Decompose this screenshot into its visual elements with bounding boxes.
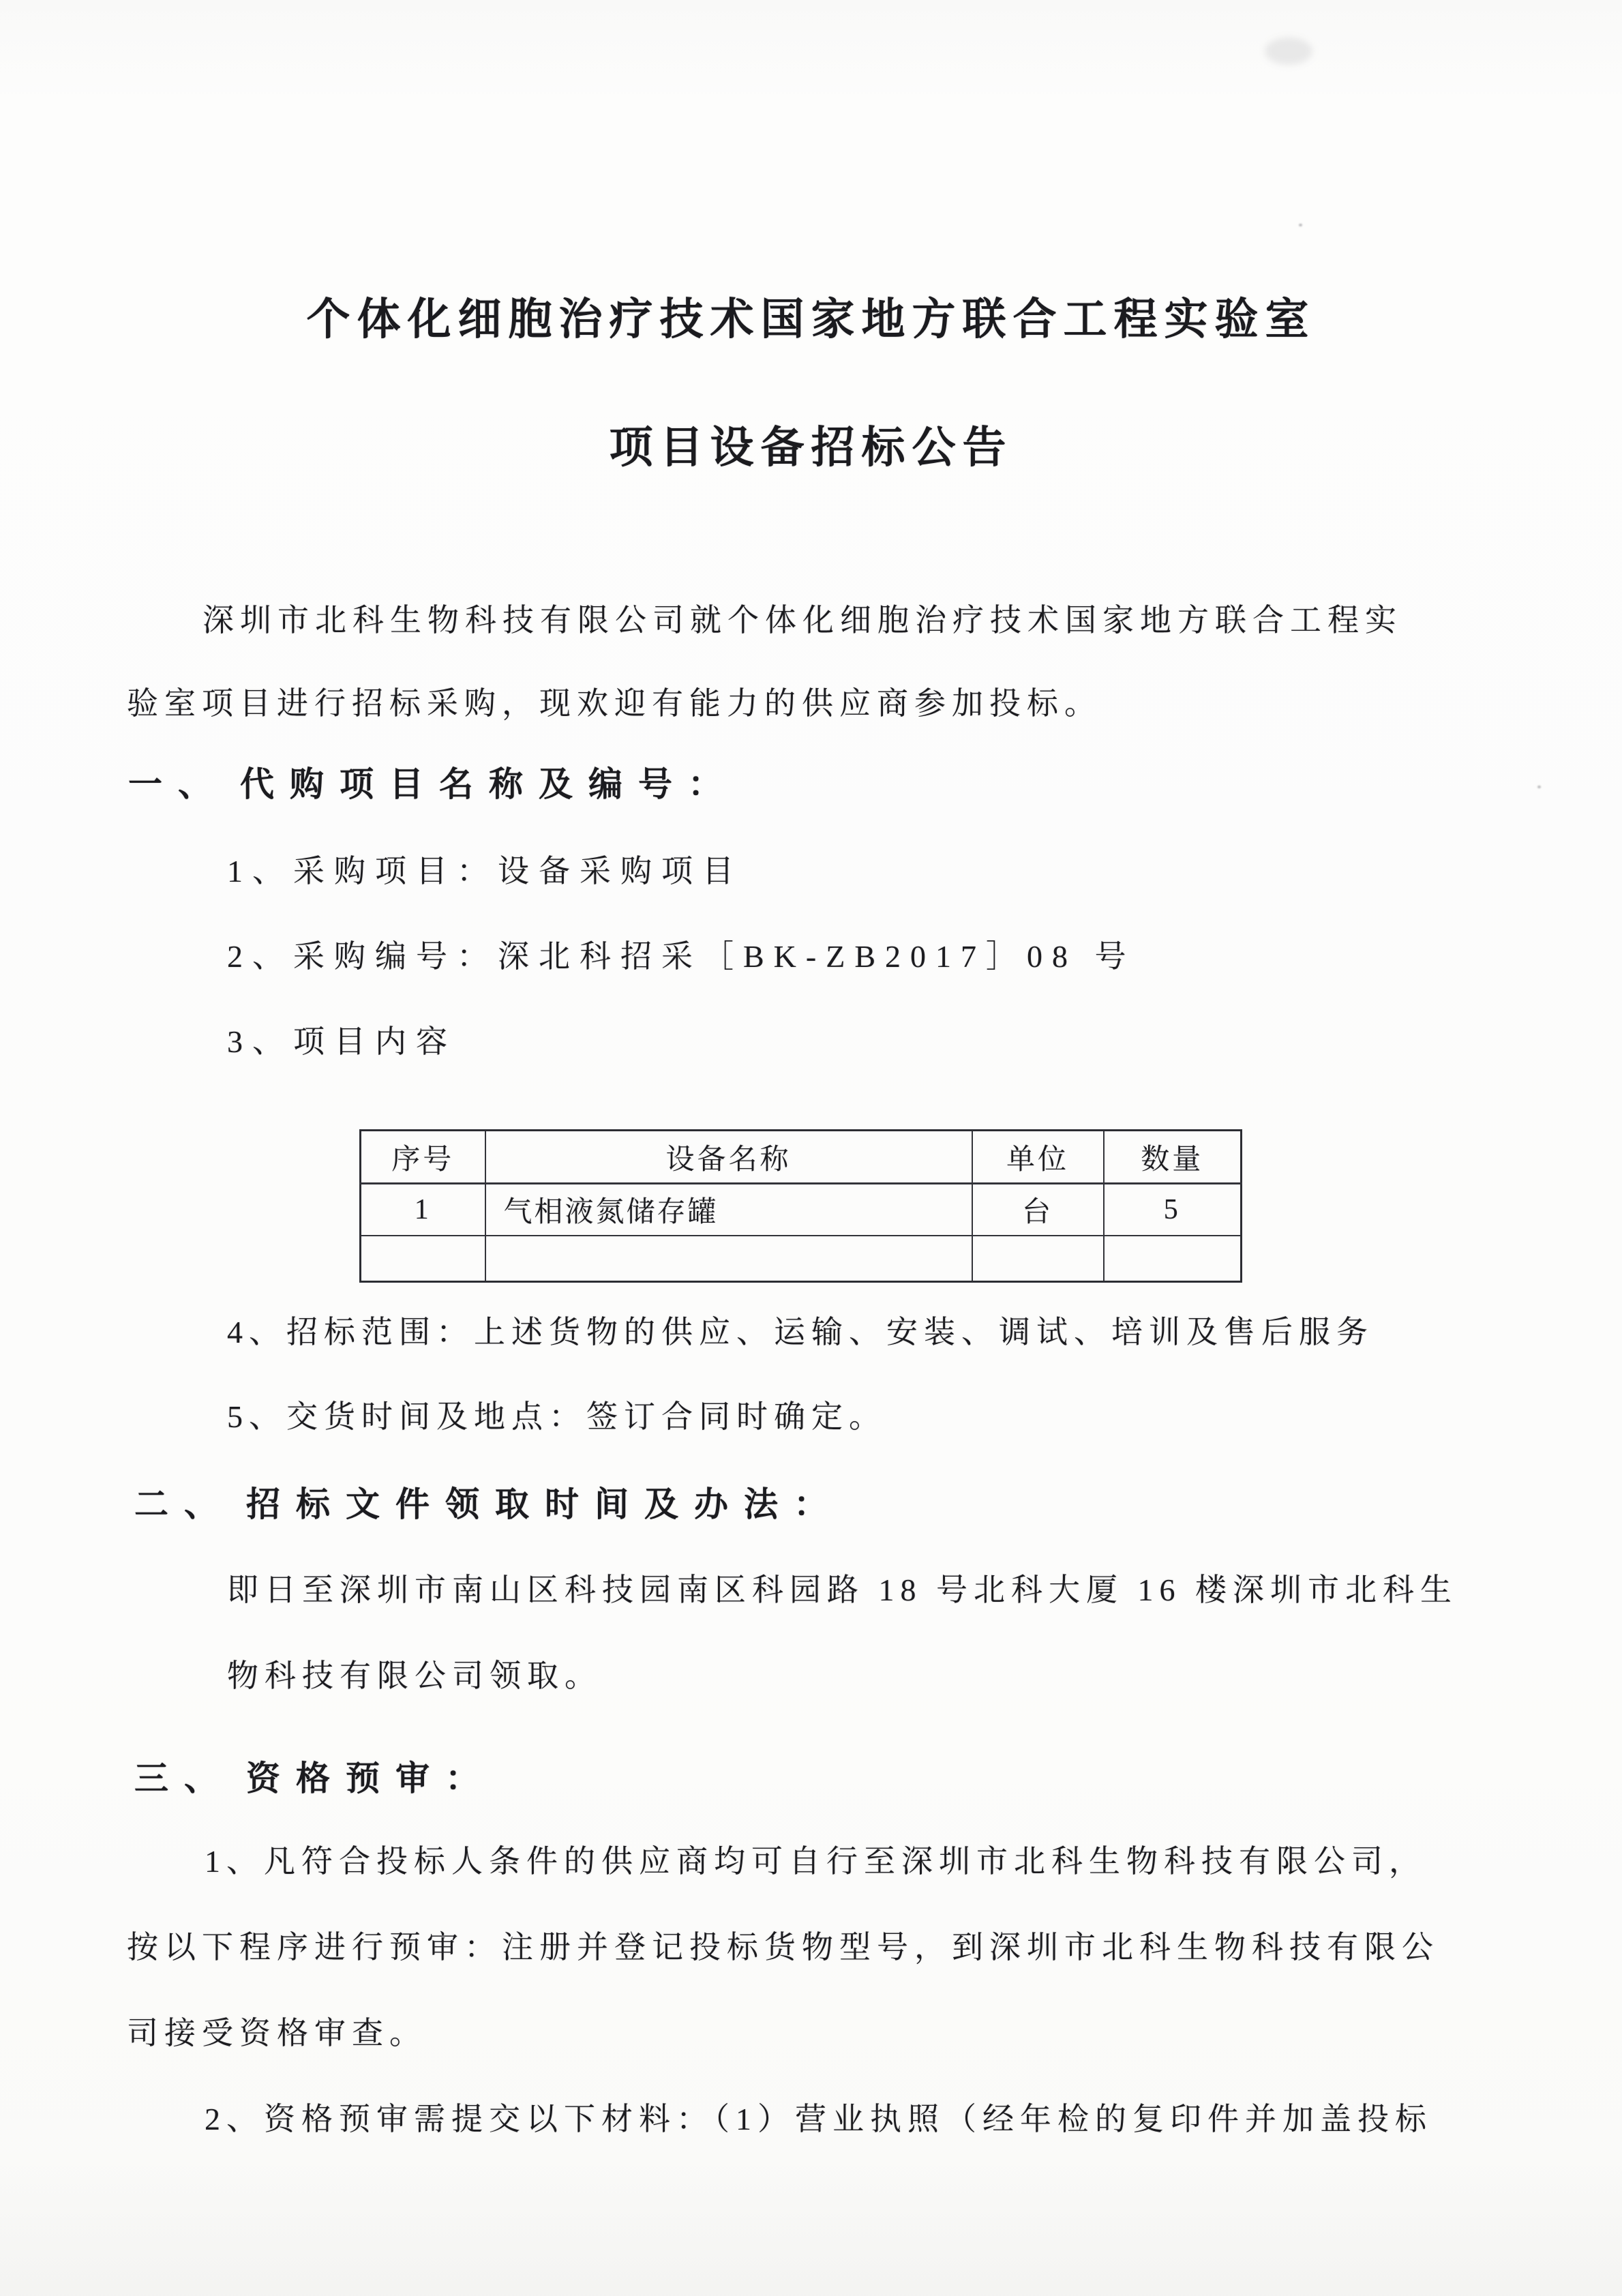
section2-number: 二、 [134,1485,234,1523]
section3-heading [134,1759,495,1799]
scan-speck [1537,786,1541,788]
scan-bottom-shading [0,2146,1622,2296]
cell-quantity: 5 [1104,1184,1242,1236]
section3-title: 资格预审： [246,1759,495,1798]
scan-smudge [1265,38,1312,65]
document-title-line1: 个体化细胞治疗技术国家地方联合工程实验室 [306,295,1316,344]
section1-number: 一、 [128,765,228,803]
intro-paragraph-line2: 验室项目进行招标采购，现欢迎有能力的供应商参加投标。 [127,686,1102,721]
equipment-table [359,1129,1242,1283]
section2-line2: 物科技有限公司领取。 [227,1658,602,1693]
cell-quantity [1104,1236,1242,1282]
cell-unit [972,1236,1104,1282]
equipment-table-header-row [361,1131,1242,1184]
cell-seq [361,1236,485,1282]
scan-speck [1299,224,1302,226]
table-header-quantity: 数量 [1104,1131,1242,1184]
table-row [361,1184,1242,1236]
section1-item3: 3、项目内容 [227,1024,457,1059]
table-row-empty [361,1236,1242,1282]
document-title-line2: 项目设备招标公告 [609,423,1013,472]
section3-para2-line1: 2、资格预审需提交以下材料：（1）营业执照（经年检的复印件并加盖投标 [205,2102,1432,2136]
table-header-device-name: 设备名称 [485,1131,972,1184]
section3-number: 三、 [134,1759,234,1798]
section3-para1-line1: 1、凡符合投标人条件的供应商均可自行至深圳市北科生物科技有限公司， [205,1844,1426,1879]
section2-line1: 即日至深圳市南山区科技园南区科园路 18 号北科大厦 16 楼深圳市北科生 [227,1572,1458,1607]
section1-item5: 5、交货时间及地点：签订合同时确定。 [227,1399,886,1434]
table-header-unit: 单位 [972,1131,1104,1184]
section3-para1-line2: 按以下程序进行预审：注册并登记投标货物型号，到深圳市北科生物科技有限公 [127,1930,1439,1965]
section2-title: 招标文件领取时间及办法： [246,1485,843,1523]
cell-device-name [485,1236,972,1282]
section3-para1-line3: 司接受资格审查。 [127,2016,427,2051]
section1-heading [128,765,738,805]
intro-paragraph-line1: 深圳市北科生物科技有限公司就个体化细胞治疗技术国家地方联合工程实 [202,603,1402,638]
table-header-seq: 序号 [361,1131,485,1184]
cell-unit: 台 [972,1184,1104,1236]
section1-item4: 4、招标范围：上述货物的供应、运输、安装、调试、培训及售后服务 [227,1315,1374,1350]
cell-device-name: 气相液氮储存罐 [485,1184,972,1236]
section2-heading [134,1485,843,1525]
section1-item2: 2、采购编号：深北科招采［BK-ZB2017］08 号 [227,939,1136,974]
cell-seq: 1 [361,1184,485,1236]
section1-title: 代购项目名称及编号： [240,765,738,803]
scan-top-shading [0,0,1622,102]
section1-item1: 1、采购项目：设备采购项目 [227,854,743,889]
